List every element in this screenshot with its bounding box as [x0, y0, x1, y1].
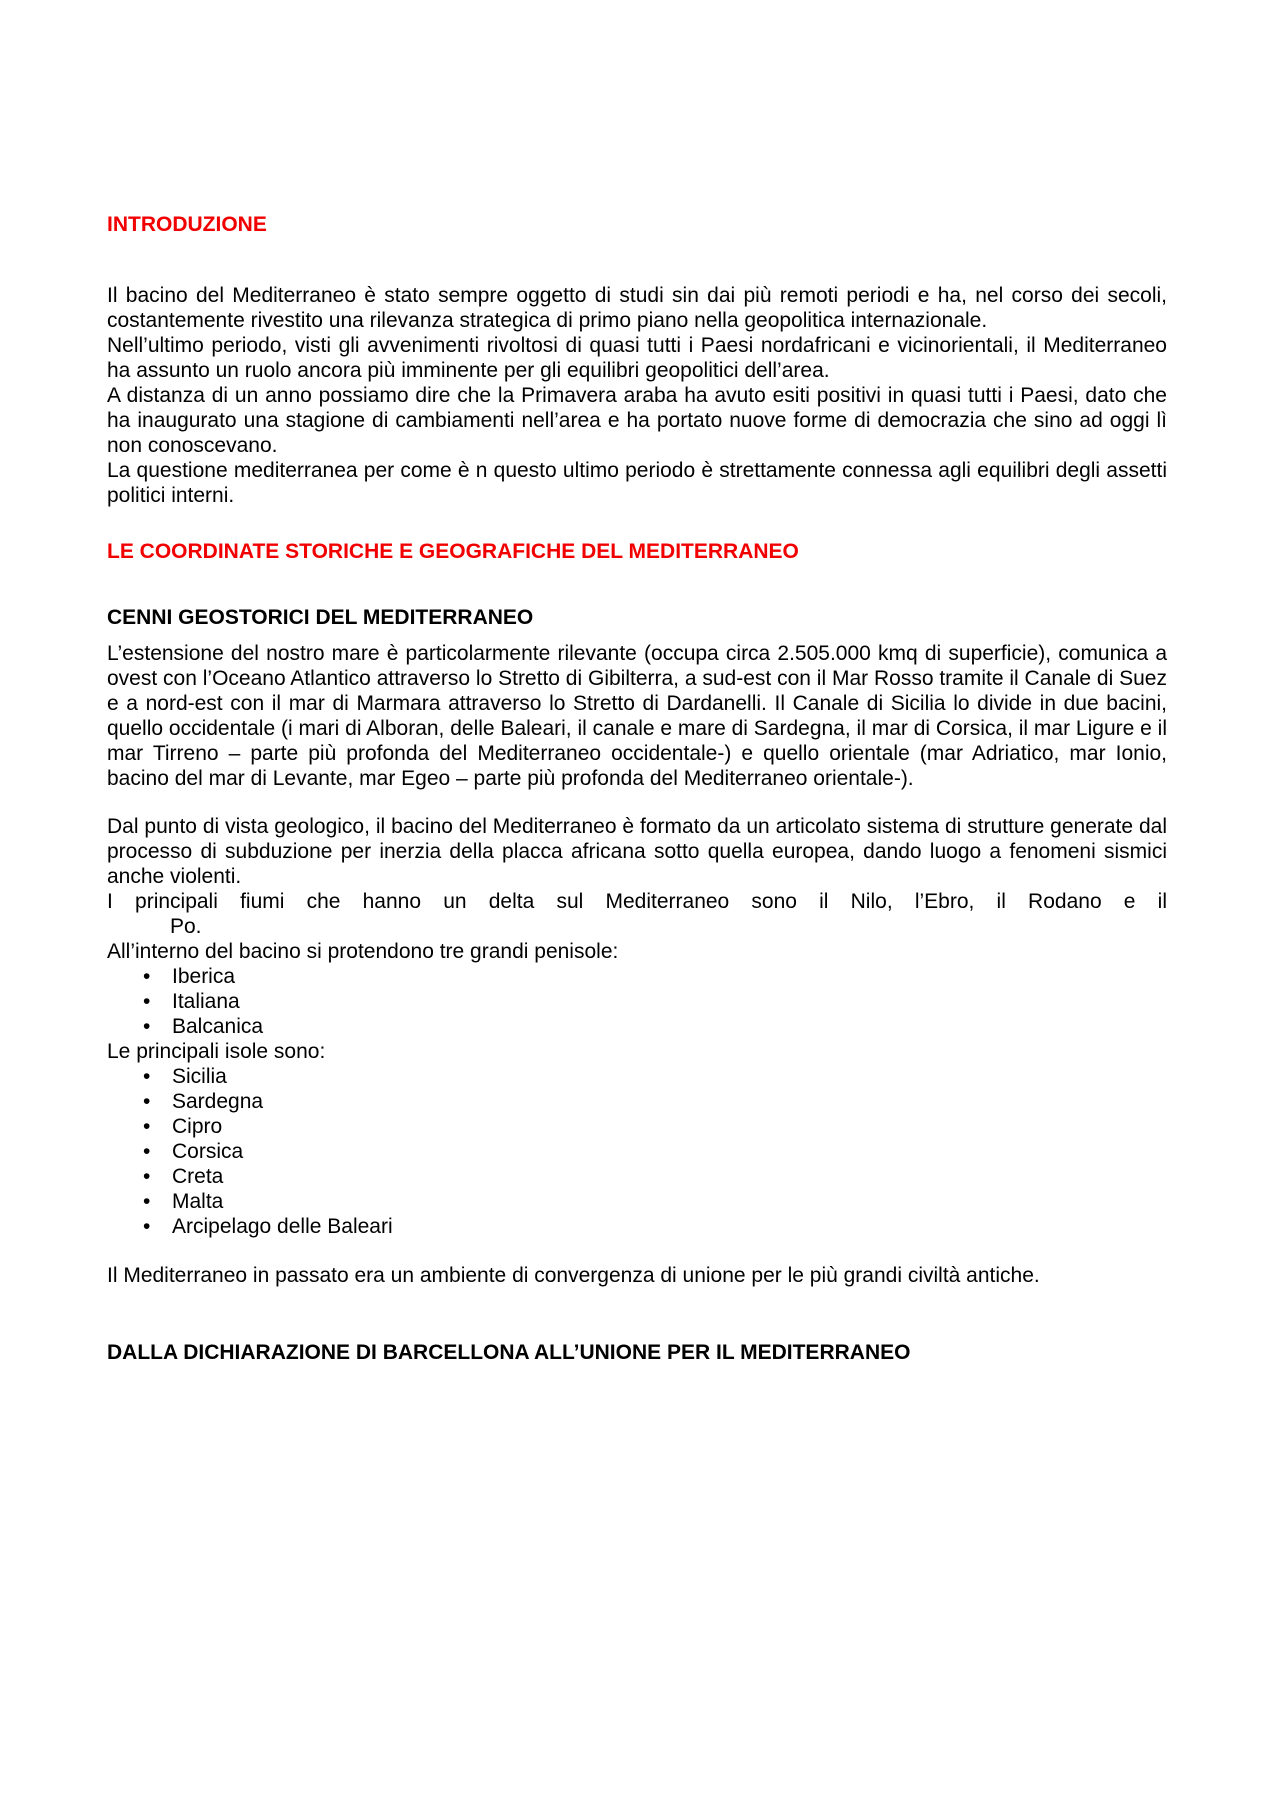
paragraph-fiumi-po: Po. — [170, 915, 202, 938]
list-item-isola: • Cipro — [107, 1114, 1167, 1139]
list-isole — [107, 1064, 1167, 1239]
list-item-isola: • Creta — [107, 1164, 1167, 1189]
paragraph-questione-mediterranea: La questione mediterranea per come è n questo ultimo periodo è strettamente connessa agli equilibri degli assetti politici interni. — [107, 459, 1167, 507]
heading-cenni-geostorici: CENNI GEOSTORICI DEL MEDITERRANEO — [107, 606, 534, 629]
list-item-isola: • Sardegna — [107, 1089, 1167, 1114]
list-penisole — [107, 964, 1167, 1039]
list-item-isola: • Sicilia — [107, 1064, 1167, 1089]
list-item-penisola: • Italiana — [107, 989, 1167, 1014]
paragraph-bacino: Il bacino del Mediterraneo è stato sempre oggetto di studi sin dai più remoti periodi e ha, nel corso dei secoli, costantemente rivestito una rilevanza strategica di primo piano nella geopolitica internazionale. — [107, 284, 1167, 332]
paragraph-geologico: Dal punto di vista geologico, il bacino del Mediterraneo è formato da un articolato sistema di strutture generate dal processo di subduzione per inerzia della placca africana sotto quella europea, dando luogo a fenomeni sismici anche violenti. — [107, 815, 1167, 888]
paragraph-estensione: L’estensione del nostro mare è particolarmente rilevante (occupa circa 2.505.000 kmq di superficie), comunica a ovest con l’Oceano Atlantico attraverso lo Stretto di Gibilterra, a sud-est con il Mar Rosso tramite il Canale di Suez e a nord-est con il mar di Marmara attraverso lo Stretto di Dardanelli. Il Canale di Sicilia lo divide in due bacini, quello occidentale (i mari di Alboran, delle Baleari, il canale e mare di Sardegna, il mar di Corsica, il mar Ligure e il mar Tirreno – parte più profonda del Mediterraneo occidentale-) e quello orientale (mar Adriatico, mar Ionio, bacino del mar di Levante, mar Egeo – parte più profonda del Mediterraneo orientale-). — [107, 642, 1167, 790]
paragraph-isole-intro: Le principali isole sono: — [107, 1040, 326, 1063]
paragraph-convergenza: Il Mediterraneo in passato era un ambiente di convergenza di unione per le più grandi civiltà antiche. — [107, 1264, 1040, 1287]
list-item-penisola: • Balcanica — [107, 1014, 1167, 1039]
paragraph-fiumi-text: I principali fiumi che hanno un delta sul Mediterraneo sono il Nilo, l’Ebro, il Rodano e il — [107, 890, 1167, 913]
heading-coordinate-storiche: LE COORDINATE STORICHE E GEOGRAFICHE DEL MEDITERRANEO — [107, 540, 799, 563]
paragraph-penisole-intro: All’interno del bacino si protendono tre grandi penisole: — [107, 940, 619, 963]
heading-barcellona: DALLA DICHIARAZIONE DI BARCELLONA ALL’UNIONE PER IL MEDITERRANEO — [107, 1341, 911, 1364]
intro-section — [107, 283, 1167, 508]
paragraph-fiumi — [107, 889, 1167, 939]
heading-introduzione: INTRODUZIONE — [107, 213, 267, 236]
paragraph-ultimo-periodo: Nell’ultimo periodo, visti gli avvenimenti rivoltosi di quasi tutti i Paesi nordafricani e vicinorientali, il Mediterraneo ha assunto un ruolo ancora più imminente per gli equilibri geopolitici dell’area. — [107, 334, 1167, 382]
list-item-penisola: • Iberica — [107, 964, 1167, 989]
list-item-isola: • Corsica — [107, 1139, 1167, 1164]
paragraph-primavera-araba: A distanza di un anno possiamo dire che la Primavera araba ha avuto esiti positivi in quasi tutti i Paesi, dato che ha inaugurato una stagione di cambiamenti nell’area e ha portato nuove forme di democrazia che sino ad oggi lì non conoscevano. — [107, 384, 1167, 457]
list-item-isola: • Malta — [107, 1189, 1167, 1214]
list-item-isola: • Arcipelago delle Baleari — [107, 1214, 1167, 1239]
